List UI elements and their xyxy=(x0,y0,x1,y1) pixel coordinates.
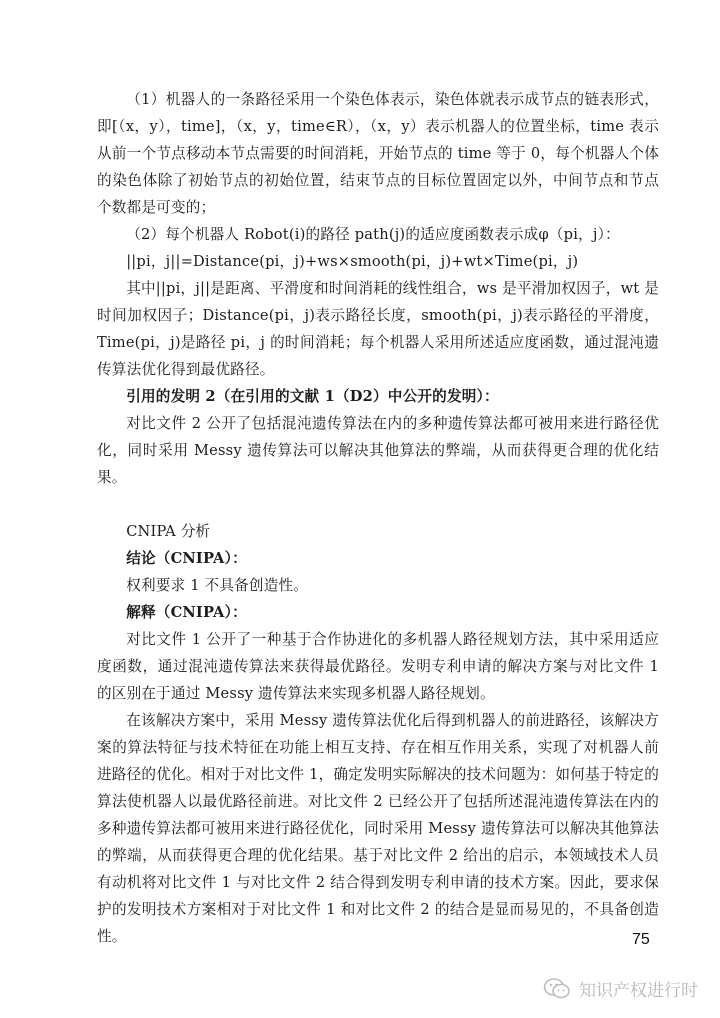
section-heading: 结论（CNIPA）： xyxy=(126,550,247,567)
paragraph: ||pi，j||=Distance(pi，j)+ws×smooth(pi，j)+wt×Time(pi，j) xyxy=(126,253,579,270)
paragraph: 在该解决方案中，采用 Messy 遗传算法优化后得到机器人的前进路径，该解决方案的算法特征与技术特征在功能上相互支持、存在相互作用关系，实现了对机器人前进路径的优化。相对于对比文件 1，确定发明实际解决的技术问题为：如何基于特定的算法使机器人以最优路径前进。对比文件 2 已经公开了包括所述混沌遗传算法在内的多种遗传算法都可被用来进行路径优化，同时采用 Messy 遗传算法可以解决其他算法的弊端，从而获得更合理的优化结果。基于对比文件 2 给出的启示，本领域技术人员有动机将对比文件 1 与对比文件 2 结合得到发明专利申请的技术方案。因此，要求保护的发明技术方案相对于对比文件 1 和对比文件 2 的结合是显而易见的，不具备创造性。 xyxy=(97,712,659,945)
paragraph: 对比文件 1 公开了一种基于合作协进化的多机器人路径规划方法，其中采用适应度函数，通过混沌遗传算法来获得最优路径。发明专利申请的解决方案与对比文件 1 的区别在于通过 Messy 遗传算法来实现多机器人路径规划。 xyxy=(97,631,659,702)
paragraph: 其中||pi，j||是距离、平滑度和时间消耗的线性组合，ws 是平滑加权因子，wt 是时间加权因子；Distance(pi，j)表示路径长度，smooth(pi，j)表示路径的平滑度，Time(pi，j)是路径 pi，j 的时间消耗；每个机器人采用所述适应度函数，通过混沌遗传算法优化得到最优路径。 xyxy=(97,280,659,378)
paragraph: 权利要求 1 不具备创造性。 xyxy=(126,577,309,594)
wechat-icon xyxy=(543,977,571,1001)
watermark-text: 知识产权进行时 xyxy=(579,981,698,1001)
paragraph-gap xyxy=(97,491,659,518)
section-heading: 解释（CNIPA）： xyxy=(126,604,247,621)
document-body xyxy=(97,86,659,950)
paragraph: CNIPA 分析 xyxy=(126,523,211,540)
paragraph: （2）每个机器人 Robot(i)的路径 path(j)的适应度函数表示成φ（pi，j）： xyxy=(126,226,620,243)
section-heading: 引用的发明 2（在引用的文献 1（D2）中公开的发明）： xyxy=(126,388,499,405)
page-number: 75 xyxy=(632,931,650,948)
watermark xyxy=(543,976,698,1001)
paragraph: （1）机器人的一条路径采用一个染色体表示，染色体就表示成节点的链表形式，即[（x，y），time]，（x，y，time∈R），（x，y）表示机器人的位置坐标，time 表示从前一个节点移动本节点需要的时间消耗，开始节点的 time 等于 0，每个机器人个体的染色体除了初始节点的初始位置，结束节点的目标位置固定以外，中间节点和节点个数都是可变的； xyxy=(97,91,659,216)
paragraph: 对比文件 2 公开了包括混沌遗传算法在内的多种遗传算法都可被用来进行路径优化，同时采用 Messy 遗传算法可以解决其他算法的弊端，从而获得更合理的优化结果。 xyxy=(97,415,659,486)
